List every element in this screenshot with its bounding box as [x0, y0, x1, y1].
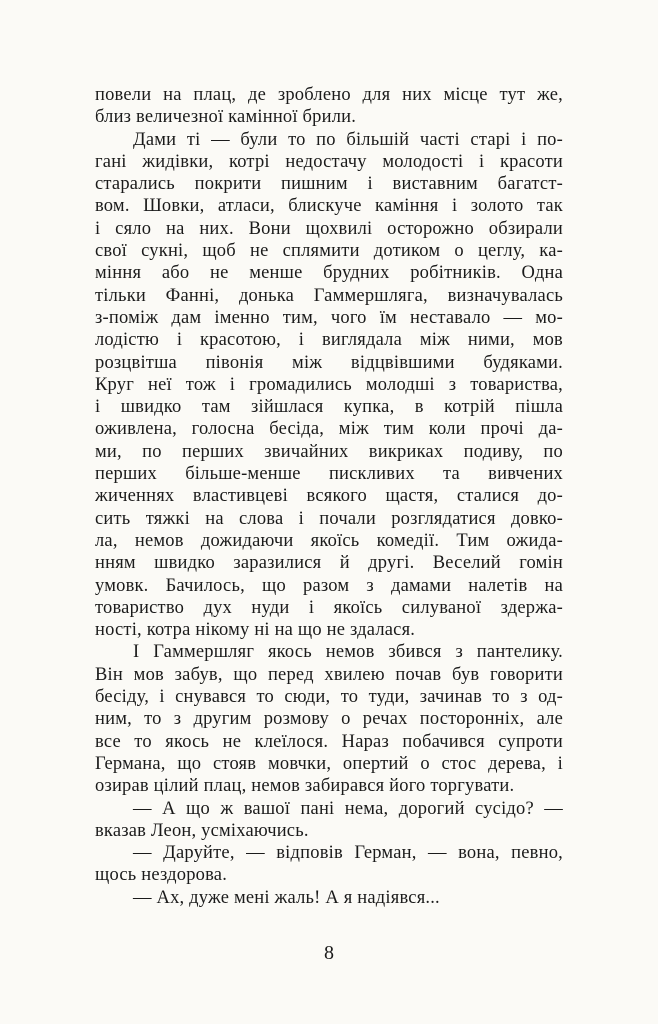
text-line: гані жидівки, котрі недостачу молодості і красоти	[95, 151, 563, 172]
text-line: — Ах, дуже мені жаль! А я надіявся...	[133, 887, 440, 908]
text-line: бесіду, і снувався то сюди, то туди, зачинав то з од-	[95, 687, 563, 708]
text-line: умовк. Бачилось, що разом з дамами налетів на	[95, 575, 563, 596]
paragraph	[95, 798, 563, 843]
text-line: жиченнях властивцеві всякого щастя, сталися до-	[95, 486, 563, 507]
text-line: повели на плац, де зроблено для них місце тут же,	[95, 85, 563, 105]
text-line: щось нездорова.	[95, 865, 228, 886]
text-line: ла, немов дожидаючи якоїсь комедії. Тим ожида-	[95, 530, 563, 551]
paragraph	[95, 129, 563, 642]
text-line: товариство дух нуди і якоїсь силуваної здержа-	[95, 597, 563, 618]
text-line: Дами ті — були то по більшій часті старі і по-	[133, 129, 563, 150]
paragraph	[95, 84, 563, 129]
paragraph	[95, 887, 563, 909]
text-line: розцвітша півонія між відцвівшими будяками.	[95, 352, 563, 373]
text-line: Круг неї тож і громадились молодші з товариства,	[95, 374, 563, 395]
text-block	[95, 84, 563, 909]
page-number: 8	[324, 941, 334, 964]
paragraph	[95, 842, 563, 887]
text-line: — Даруйте, — відповів Герман, — вона, певно,	[133, 843, 563, 864]
text-line: вказав Леон, усміхаючись.	[95, 820, 309, 841]
text-line: ми, по перших звичайних викриках подиву, по	[95, 441, 563, 462]
text-line: і сяло на них. Вони щохвилі осторожно обзирали	[95, 218, 563, 239]
text-line: близ величезної камінної брили.	[95, 107, 357, 128]
paragraph	[95, 641, 563, 797]
text-line: все то якось не клеїлося. Нараз побачився супроти	[95, 731, 563, 752]
text-line: Германа, що стояв мовчки, опертий о стос дерева, і	[95, 753, 563, 774]
text-line: міння або не менше брудних робітників. Одна	[95, 263, 563, 284]
text-line: з-поміж дам іменно тим, чого їм неставало — мо-	[95, 307, 563, 328]
text-line: І Гаммершляг якось немов збився з пантелику.	[133, 642, 563, 663]
text-line: нням швидко заразилися й другі. Веселий гомін	[95, 553, 563, 574]
text-line: Він мов забув, що перед хвилею почав був говорити	[95, 664, 563, 685]
text-line: — А що ж вашої пані нема, дорогий сусідо? —	[133, 798, 563, 819]
text-line: свої сукні, щоб не сплямити дотиком о цеглу, ка-	[95, 241, 563, 262]
text-line: лодістю і красотою, і виглядала між ними, мов	[95, 330, 563, 351]
text-line: вом. Шовки, атласи, блискуче каміння і золото так	[95, 196, 563, 217]
text-line: сить тяжкі на слова і почали розглядатися довко-	[95, 508, 563, 529]
text-line: і швидко там зійшлася купка, в котрій пішла	[95, 397, 563, 418]
text-line: перших більше-менше пискливих та вивчених	[95, 464, 563, 485]
text-line: оживлена, голосна бесіда, між тим коли прочі да-	[95, 419, 563, 440]
text-line: тільки Фанні, донька Гаммершляга, визначувалась	[95, 285, 563, 306]
text-line: ним, то з другим розмову о речах посторонніх, але	[95, 709, 563, 730]
text-line: старались покрити пишним і виставним багатст-	[95, 174, 563, 195]
text-line: ності, котра нікому ні на що не здалася.	[95, 620, 416, 641]
text-line: озирав цілий плац, немов забирався його торгувати.	[95, 776, 515, 797]
